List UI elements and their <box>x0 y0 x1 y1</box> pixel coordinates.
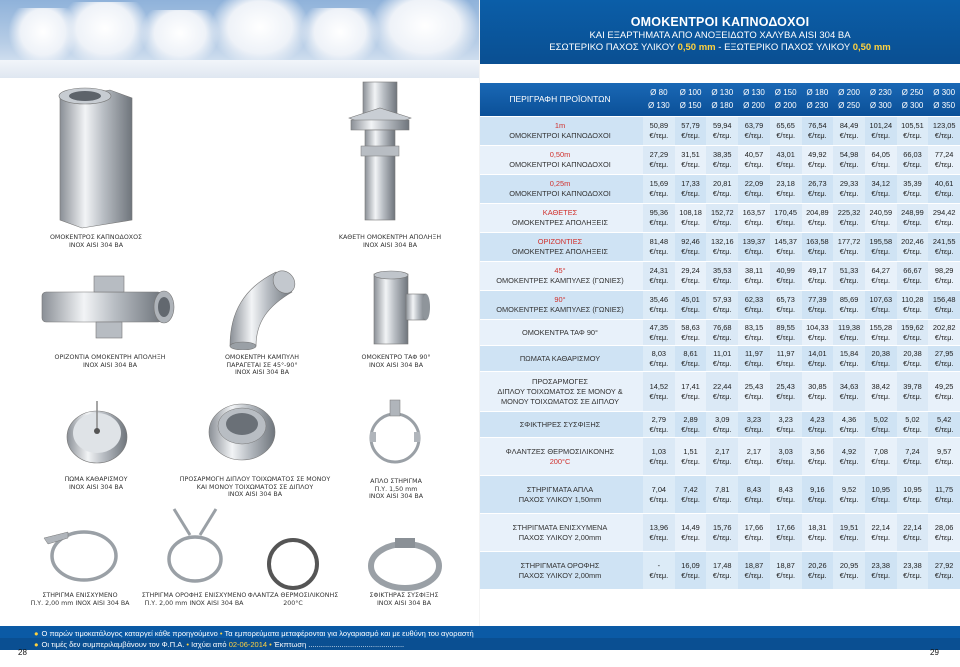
column-header: Ø 180 Ø 230 <box>806 88 829 110</box>
price-cell: 5,02 €/τεμ. <box>871 414 891 434</box>
price-cell: 51,33 €/τεμ. <box>833 262 865 290</box>
price-cell: 177,72 €/τεμ. <box>833 233 865 261</box>
price-cell: 23,38 €/τεμ. <box>897 552 929 589</box>
row-description: 0,50m ΟΜΟΚΕΝΤΡΟΙ ΚΑΠΝΟΔΟΧΟΙ <box>509 150 611 169</box>
price-cell: 7,08 €/τεμ. <box>871 446 891 466</box>
row-description: 0,25m ΟΜΟΚΕΝΤΡΟΙ ΚΑΠΝΟΔΟΧΟΙ <box>509 179 611 198</box>
price-cell: 23,38 €/τεμ. <box>871 560 891 580</box>
price-cell: 23,18 €/τεμ. <box>770 175 802 203</box>
price-cell: 25,43 €/τεμ. <box>770 372 802 411</box>
price-cell: 54,98 €/τεμ. <box>833 146 865 174</box>
price-cell: 170,45 €/τεμ. <box>770 204 802 232</box>
caption-reinforced-support: ΣΤΗΡΙΓΜΑ ΕΝΙΣΧΥΜΕΝΟ Π.Υ. 2,00 mm INOX AISI 304 BA <box>30 592 130 607</box>
price-cell: 18,87 €/τεμ. <box>770 552 802 589</box>
footer-line-1: ● Ο παρών τιμοκατάλογος καταργεί κάθε προηγούμενο • Τα εμπορεύματα μεταφέρονται για λογαριασμό και με ευθύνη του αγοραστή <box>34 629 474 638</box>
row-description: ΠΡΟΣΑΡΜΟΓΕΣ ΔΙΠΛΟΥ ΤΟΙΧΩΜΑΤΟΣ ΣΕ ΜΟΝΟΥ & ΜΟΝΟΥ ΤΟΙΧΩΜΑΤΟΣ ΣΕ ΔΙΠΛΟΥ <box>497 376 623 406</box>
price-cell: 28,06 €/τεμ. <box>934 522 954 542</box>
price-cell: 14,52 €/τεμ. <box>643 372 675 411</box>
price-cell: 159,62 €/τεμ. <box>897 320 929 345</box>
price-cell: 25,43 €/τεμ. <box>744 381 764 401</box>
table-row <box>480 346 960 372</box>
column-header: Ø 300 Ø 350 <box>933 88 956 110</box>
price-cell: 57,93 €/τεμ. <box>706 291 738 319</box>
price-cell: 11,97 €/τεμ. <box>770 346 802 371</box>
price-cell: 17,48 €/τεμ. <box>706 552 738 589</box>
table-row <box>480 412 960 438</box>
page-number-left: 28 <box>18 648 27 657</box>
table-row <box>480 117 960 146</box>
price-cell: 152,72 €/τεμ. <box>706 204 738 232</box>
adapter-image <box>205 392 279 466</box>
price-cell: 77,24 €/τεμ. <box>934 150 954 169</box>
price-cell: 58,63 €/τεμ. <box>681 322 700 342</box>
price-cell: 294,42 €/τεμ. <box>932 208 956 227</box>
price-cell: 95,36 €/τεμ. <box>643 204 675 232</box>
price-cell: 20,81 €/τεμ. <box>706 175 738 203</box>
horizontal-terminal-image <box>36 270 186 348</box>
row-description: ΠΩΜΑΤΑ ΚΑΘΑΡΙΣΜΟΥ <box>519 353 601 363</box>
price-cell: 38,42 €/τεμ. <box>871 381 891 401</box>
column-header: Ø 150 Ø 200 <box>774 88 797 110</box>
price-cell: 83,15 €/τεμ. <box>744 322 764 342</box>
price-cell: 27,95 €/τεμ. <box>934 348 954 368</box>
price-cell: 22,44 €/τεμ. <box>706 372 738 411</box>
price-cell: 3,09 €/τεμ. <box>706 412 738 437</box>
price-cell: 20,38 €/τεμ. <box>871 348 891 368</box>
row-description: ΣΦΙΚΤΗΡΕΣ ΣΥΣΦΙΞΗΣ <box>519 419 601 429</box>
price-cell: 17,33 €/τεμ. <box>681 179 700 198</box>
price-cell: 64,05 €/τεμ. <box>871 150 891 169</box>
silicone-gasket-image <box>262 536 324 592</box>
price-cell: 38,11 €/τεμ. <box>744 266 764 285</box>
table-row <box>480 233 960 262</box>
price-cell: 4,23 €/τεμ. <box>808 414 827 434</box>
price-cell: 84,49 €/τεμ. <box>833 117 865 145</box>
price-cell: 2,89 €/τεμ. <box>681 414 700 434</box>
price-cell: 8,03 €/τεμ. <box>643 346 675 371</box>
price-cell: 11,01 €/τεμ. <box>706 346 738 371</box>
price-cell: 9,57 €/τεμ. <box>934 446 954 466</box>
price-cell: 145,37 €/τεμ. <box>770 233 802 261</box>
price-cell: 1,03 €/τεμ. <box>643 438 675 475</box>
price-cell: 9,52 €/τεμ. <box>833 476 865 513</box>
clamp-image <box>365 536 445 592</box>
price-cell: 22,09 €/τεμ. <box>744 179 764 198</box>
price-cell: 65,65 €/τεμ. <box>770 117 802 145</box>
column-header: Ø 200 Ø 250 <box>838 88 860 110</box>
column-header: Ø 100 Ø 150 <box>679 88 702 110</box>
price-cell: 11,97 €/τεμ. <box>744 348 764 368</box>
price-cell: 2,17 €/τεμ. <box>706 438 738 475</box>
caption-vertical-terminal: ΚΑΘΕΤΗ ΟΜΟΚΕΝΤΡΗ ΑΠΟΛΗΞΗ INOX AISI 304 BA <box>338 234 442 249</box>
price-cell: 7,81 €/τεμ. <box>706 476 738 513</box>
price-cell: 76,68 €/τεμ. <box>706 320 738 345</box>
price-list-header <box>480 0 960 64</box>
price-cell: 18,31 €/τεμ. <box>808 522 827 542</box>
price-cell: 204,89 €/τεμ. <box>806 208 829 227</box>
price-cell: 110,28 €/τεμ. <box>897 291 929 319</box>
price-cell: 20,26 €/τεμ. <box>808 560 827 580</box>
price-cell: - €/τεμ. <box>643 552 675 589</box>
price-cell: 132,16 €/τεμ. <box>706 233 738 261</box>
price-cell: 77,39 €/τεμ. <box>808 295 827 314</box>
price-cell: 7,42 €/τεμ. <box>681 484 700 504</box>
price-cell: 27,29 €/τεμ. <box>643 146 675 174</box>
price-cell: 107,63 €/τεμ. <box>869 295 893 314</box>
winter-banner-image <box>0 0 480 78</box>
price-cell: 29,24 €/τεμ. <box>681 266 700 285</box>
price-cell: 40,61 €/τεμ. <box>934 179 954 198</box>
price-cell: 22,14 €/τεμ. <box>897 514 929 551</box>
price-cell: 195,58 €/τεμ. <box>869 237 893 256</box>
caption-adapter: ΠΡΟΣΑΡΜΟΓΗ ΔΙΠΛΟΥ ΤΟΙΧΩΜΑΤΟΣ ΣΕ ΜΟΝΟΥ ΚΑΙ ΜΟΝΟΥ ΤΟΙΧΩΜΑΤΟΣ ΣΕ ΔΙΠΛΟΥ INOX AISI 304 BA <box>179 476 331 499</box>
caption-roof-support: ΣΤΗΡΙΓΜΑ ΟΡΟΦΗΣ ΕΝΙΣΧΥΜΕΝΟ Π.Υ. 2,00 mm INOX AISI 304 BA <box>141 592 247 607</box>
price-cell: 30,85 €/τεμ. <box>808 381 827 401</box>
price-cell: 27,92 €/τεμ. <box>934 560 954 580</box>
footer-line-2: ● Οι τιμές δεν συμπεριλαμβάνουν τον Φ.Π.Α. • Ισχύει από 02-06-2014 • Έκπτωση .............................................. <box>34 640 405 649</box>
caption-concentric-elbow: ΟΜΟΚΕΝΤΡΗ ΚΑΜΠΥΛΗ ΠΑΡΑΓΕΤΑΙ ΣΕ 45°-90° INOX AISI 304 BA <box>224 354 300 377</box>
price-cell: 35,53 €/τεμ. <box>706 262 738 290</box>
price-cell: 163,58 €/τεμ. <box>806 237 829 256</box>
row-description: ΚΑΘΕΤΕΣ ΟΜΟΚΕΝΤΡΕΣ ΑΠΟΛΗΞΕΙΣ <box>512 208 608 227</box>
price-cell: 105,51 €/τεμ. <box>897 117 929 145</box>
concentric-chimney-image <box>40 80 150 232</box>
price-cell: 10,95 €/τεμ. <box>897 476 929 513</box>
price-cell: 85,69 €/τεμ. <box>833 291 865 319</box>
page-number-right: 29 <box>930 648 939 657</box>
column-header: Ø 80 Ø 130 <box>647 88 670 110</box>
price-cell: 123,05 €/τεμ. <box>932 121 956 140</box>
price-cell: 4,92 €/τεμ. <box>833 438 865 475</box>
table-row <box>480 204 960 233</box>
price-cell: 248,99 €/τεμ. <box>897 204 929 232</box>
row-description: ΣΤΗΡΙΓΜΑΤΑ ΟΡΟΦΗΣ ΠΑΧΟΣ ΥΛΙΚΟΥ 2,00mm <box>518 560 602 580</box>
price-cell: 35,39 €/τεμ. <box>897 175 929 203</box>
price-cell: 2,79 €/τεμ. <box>643 412 675 437</box>
price-cell: 47,35 €/τεμ. <box>643 320 675 345</box>
caption-concentric-chimney: ΟΜΟΚΕΝΤΡΟΣ ΚΑΠΝΟΔΟΧΟΣ INOX AISI 304 BA <box>49 234 143 249</box>
caption-clamp: ΣΦΙΚΤΗΡΑΣ ΣΥΣΦΙΞΗΣ INOX AISI 304 BA <box>369 592 439 607</box>
price-cell: 7,04 €/τεμ. <box>643 476 675 513</box>
price-cell: 24,31 €/τεμ. <box>643 262 675 290</box>
price-cell: 50,89 €/τεμ. <box>643 117 675 145</box>
price-cell: 49,92 €/τεμ. <box>808 150 827 169</box>
table-row <box>480 320 960 346</box>
column-header: Ø 130 Ø 180 <box>711 88 734 110</box>
row-description: 1m ΟΜΟΚΕΝΤΡΟΙ ΚΑΠΝΟΔΟΧΟΙ <box>509 121 611 140</box>
price-cell: 225,32 €/τεμ. <box>833 204 865 232</box>
page-subtitle: ΚΑΙ ΕΞΑΡΤΗΜΑΤΑ ΑΠΟ ΑΝΟΞΕΙΔΩΤΟ ΧΑΛΥΒΑ AISI 304 BA <box>589 30 851 41</box>
price-cell: 9,16 €/τεμ. <box>808 484 827 504</box>
row-description: 90° ΟΜΟΚΕΝΤΡΕΣ ΚΑΜΠΥΛΕΣ (ΓΩΝΙΕΣ) <box>496 295 624 314</box>
price-cell: 3,03 €/τεμ. <box>770 438 802 475</box>
price-cell: 34,63 €/τεμ. <box>833 372 865 411</box>
table-header <box>480 83 960 116</box>
price-cell: 20,38 €/τεμ. <box>897 346 929 371</box>
table-row <box>480 262 960 291</box>
price-cell: 3,23 €/τεμ. <box>770 412 802 437</box>
price-cell: 15,76 €/τεμ. <box>706 514 738 551</box>
table-row <box>480 175 960 204</box>
price-cell: 64,27 €/τεμ. <box>871 266 891 285</box>
price-cell: 7,24 €/τεμ. <box>897 438 929 475</box>
price-cell: 31,51 €/τεμ. <box>681 150 700 169</box>
cleaning-cap-image <box>62 395 132 467</box>
price-cell: 19,51 €/τεμ. <box>833 514 865 551</box>
column-header: Ø 230 Ø 300 <box>869 88 892 110</box>
row-description: ΣΤΗΡΙΓΜΑΤΑ ΑΠΛΑ ΠΑΧΟΣ ΥΛΙΚΟΥ 1,50mm <box>518 484 602 504</box>
thickness-line: ΕΣΩΤΕΡΙΚΟ ΠΑΧΟΣ ΥΛΙΚΟΥ 0,50 mm - ΕΞΩΤΕΡΙΚΟ ΠΑΧΟΣ ΥΛΙΚΟΥ 0,50 mm <box>549 42 891 53</box>
price-cell: 66,67 €/τεμ. <box>897 262 929 290</box>
table-row <box>480 514 960 552</box>
price-cell: 3,56 €/τεμ. <box>808 446 827 466</box>
row-description: ΟΜΟΚΕΝΤΡΑ ΤΑΦ 90° <box>522 327 598 337</box>
caption-silicone-gasket: ΦΛΑΝΤΖΑ ΘΕΡΜΟΣΙΛΙΚΟΝΗΣ 200°C <box>247 592 339 607</box>
price-cell: 10,95 €/τεμ. <box>871 484 891 504</box>
price-cell: 155,28 €/τεμ. <box>869 322 893 342</box>
price-cell: 89,55 €/τεμ. <box>770 320 802 345</box>
price-cell: 8,43 €/τεμ. <box>770 476 802 513</box>
price-cell: 81,48 €/τεμ. <box>643 233 675 261</box>
column-header: Ø 130 Ø 200 <box>743 88 765 110</box>
price-cell: 4,36 €/τεμ. <box>833 412 865 437</box>
price-cell: 65,73 €/τεμ. <box>770 291 802 319</box>
price-cell: 17,66 €/τεμ. <box>770 514 802 551</box>
description-header: ΠΕΡΙΓΡΑΦΗ ΠΡΟΪΟΝΤΩΝ <box>509 94 611 104</box>
price-cell: 92,46 €/τεμ. <box>681 237 700 256</box>
price-cell: 104,33 €/τεμ. <box>806 322 829 342</box>
price-cell: 49,25 €/τεμ. <box>934 381 954 401</box>
price-cell: 15,84 €/τεμ. <box>833 346 865 371</box>
price-cell: 101,24 €/τεμ. <box>869 121 893 140</box>
price-cell: 241,55 €/τεμ. <box>932 237 956 256</box>
price-cell: 98,29 €/τεμ. <box>934 266 954 285</box>
price-cell: 49,17 €/τεμ. <box>808 266 827 285</box>
price-cell: 14,49 €/τεμ. <box>681 522 700 542</box>
price-cell: 40,99 €/τεμ. <box>770 262 802 290</box>
price-cell: 16,09 €/τεμ. <box>681 560 700 580</box>
price-cell: 240,59 €/τεμ. <box>869 208 893 227</box>
price-cell: 45,01 €/τεμ. <box>681 295 700 314</box>
row-description: ΣΤΗΡΙΓΜΑΤΑ ΕΝΙΣΧΥΜΕΝΑ ΠΑΧΟΣ ΥΛΙΚΟΥ 2,00mm <box>512 522 608 542</box>
price-cell: 2,17 €/τεμ. <box>744 446 764 466</box>
price-cell: 43,01 €/τεμ. <box>770 146 802 174</box>
table-row <box>480 552 960 590</box>
price-cell: 11,75 €/τεμ. <box>934 484 954 504</box>
price-cell: 17,66 €/τεμ. <box>744 522 764 542</box>
reinforced-support-image <box>38 518 124 586</box>
price-cell: 14,01 €/τεμ. <box>808 348 827 368</box>
price-cell: 3,23 €/τεμ. <box>744 414 764 434</box>
row-description: ΟΡΙΖΟΝΤΙΕΣ ΟΜΟΚΕΝΤΡΕΣ ΑΠΟΛΗΞΕΙΣ <box>512 237 608 256</box>
table-row <box>480 146 960 175</box>
price-cell: 1,51 €/τεμ. <box>681 446 700 466</box>
price-cell: 57,79 €/τεμ. <box>681 121 700 140</box>
price-cell: 59,94 €/τεμ. <box>706 117 738 145</box>
price-cell: 108,18 €/τεμ. <box>679 208 702 227</box>
price-cell: 13,96 €/τεμ. <box>643 514 675 551</box>
price-cell: 20,95 €/τεμ. <box>833 552 865 589</box>
price-cell: 8,61 €/τεμ. <box>681 348 700 368</box>
price-cell: 163,57 €/τεμ. <box>742 208 766 227</box>
concentric-tee-image <box>360 270 432 348</box>
price-cell: 202,46 €/τεμ. <box>897 233 929 261</box>
row-description: 45° ΟΜΟΚΕΝΤΡΕΣ ΚΑΜΠΥΛΕΣ (ΓΩΝΙΕΣ) <box>496 266 624 285</box>
price-cell: 202,82 €/τεμ. <box>932 322 956 342</box>
price-cell: 18,87 €/τεμ. <box>744 560 764 580</box>
price-cell: 40,57 €/τεμ. <box>744 150 764 169</box>
column-header: Ø 250 Ø 300 <box>901 88 924 110</box>
page-title: ΟΜΟΚΕΝΤΡΟΙ ΚΑΠΝΟΔΟΧΟΙ <box>630 15 810 29</box>
caption-concentric-tee: ΟΜΟΚΕΝΤΡΟ ΤΑΦ 90° INOX AISI 304 BA <box>361 354 431 369</box>
price-cell: 26,73 €/τεμ. <box>808 179 827 198</box>
price-cell: 63,79 €/τεμ. <box>744 121 764 140</box>
simple-support-image <box>360 398 430 468</box>
price-cell: 62,33 €/τεμ. <box>744 295 764 314</box>
price-cell: 22,14 €/τεμ. <box>871 522 891 542</box>
price-cell: 29,33 €/τεμ. <box>833 175 865 203</box>
concentric-elbow-image <box>220 262 298 350</box>
price-table <box>480 117 960 590</box>
table-row <box>480 438 960 476</box>
price-cell: 66,03 €/τεμ. <box>897 146 929 174</box>
price-cell: 156,48 €/τεμ. <box>932 295 956 314</box>
price-cell: 35,46 €/τεμ. <box>643 291 675 319</box>
table-row <box>480 372 960 412</box>
price-cell: 8,43 €/τεμ. <box>744 484 764 504</box>
row-description: ΦΛΑΝΤΖΕΣ ΘΕΡΜΟΣΙΛΙΚΟΝΗΣ 200°C <box>505 446 615 466</box>
caption-cleaning-cap: ΠΩΜΑ ΚΑΘΑΡΙΣΜΟΥ INOX AISI 304 BA <box>64 476 128 491</box>
table-row <box>480 476 960 514</box>
price-cell: 76,54 €/τεμ. <box>808 121 827 140</box>
price-cell: 5,02 €/τεμ. <box>897 412 929 437</box>
price-cell: 119,38 €/τεμ. <box>833 320 865 345</box>
roof-support-image <box>160 505 230 589</box>
price-cell: 17,41 €/τεμ. <box>681 381 700 401</box>
price-cell: 139,37 €/τεμ. <box>742 237 766 256</box>
price-cell: 34,12 €/τεμ. <box>871 179 891 198</box>
price-cell: 5,42 €/τεμ. <box>934 414 954 434</box>
price-cell: 38,35 €/τεμ. <box>706 146 738 174</box>
price-cell: 39,78 €/τεμ. <box>897 372 929 411</box>
table-row <box>480 291 960 320</box>
price-cell: 15,69 €/τεμ. <box>643 175 675 203</box>
vertical-terminal-image <box>345 78 415 228</box>
caption-simple-support: ΑΠΛΟ ΣΤΗΡΙΓΜΑ Π.Υ. 1,50 mm INOX AISI 304 BA <box>368 478 424 501</box>
caption-horizontal-terminal: ΟΡΙΖΟΝΤΙΑ ΟΜΟΚΕΝΤΡΗ ΑΠΟΛΗΞΗ INOX AISI 304 BA <box>54 354 166 369</box>
